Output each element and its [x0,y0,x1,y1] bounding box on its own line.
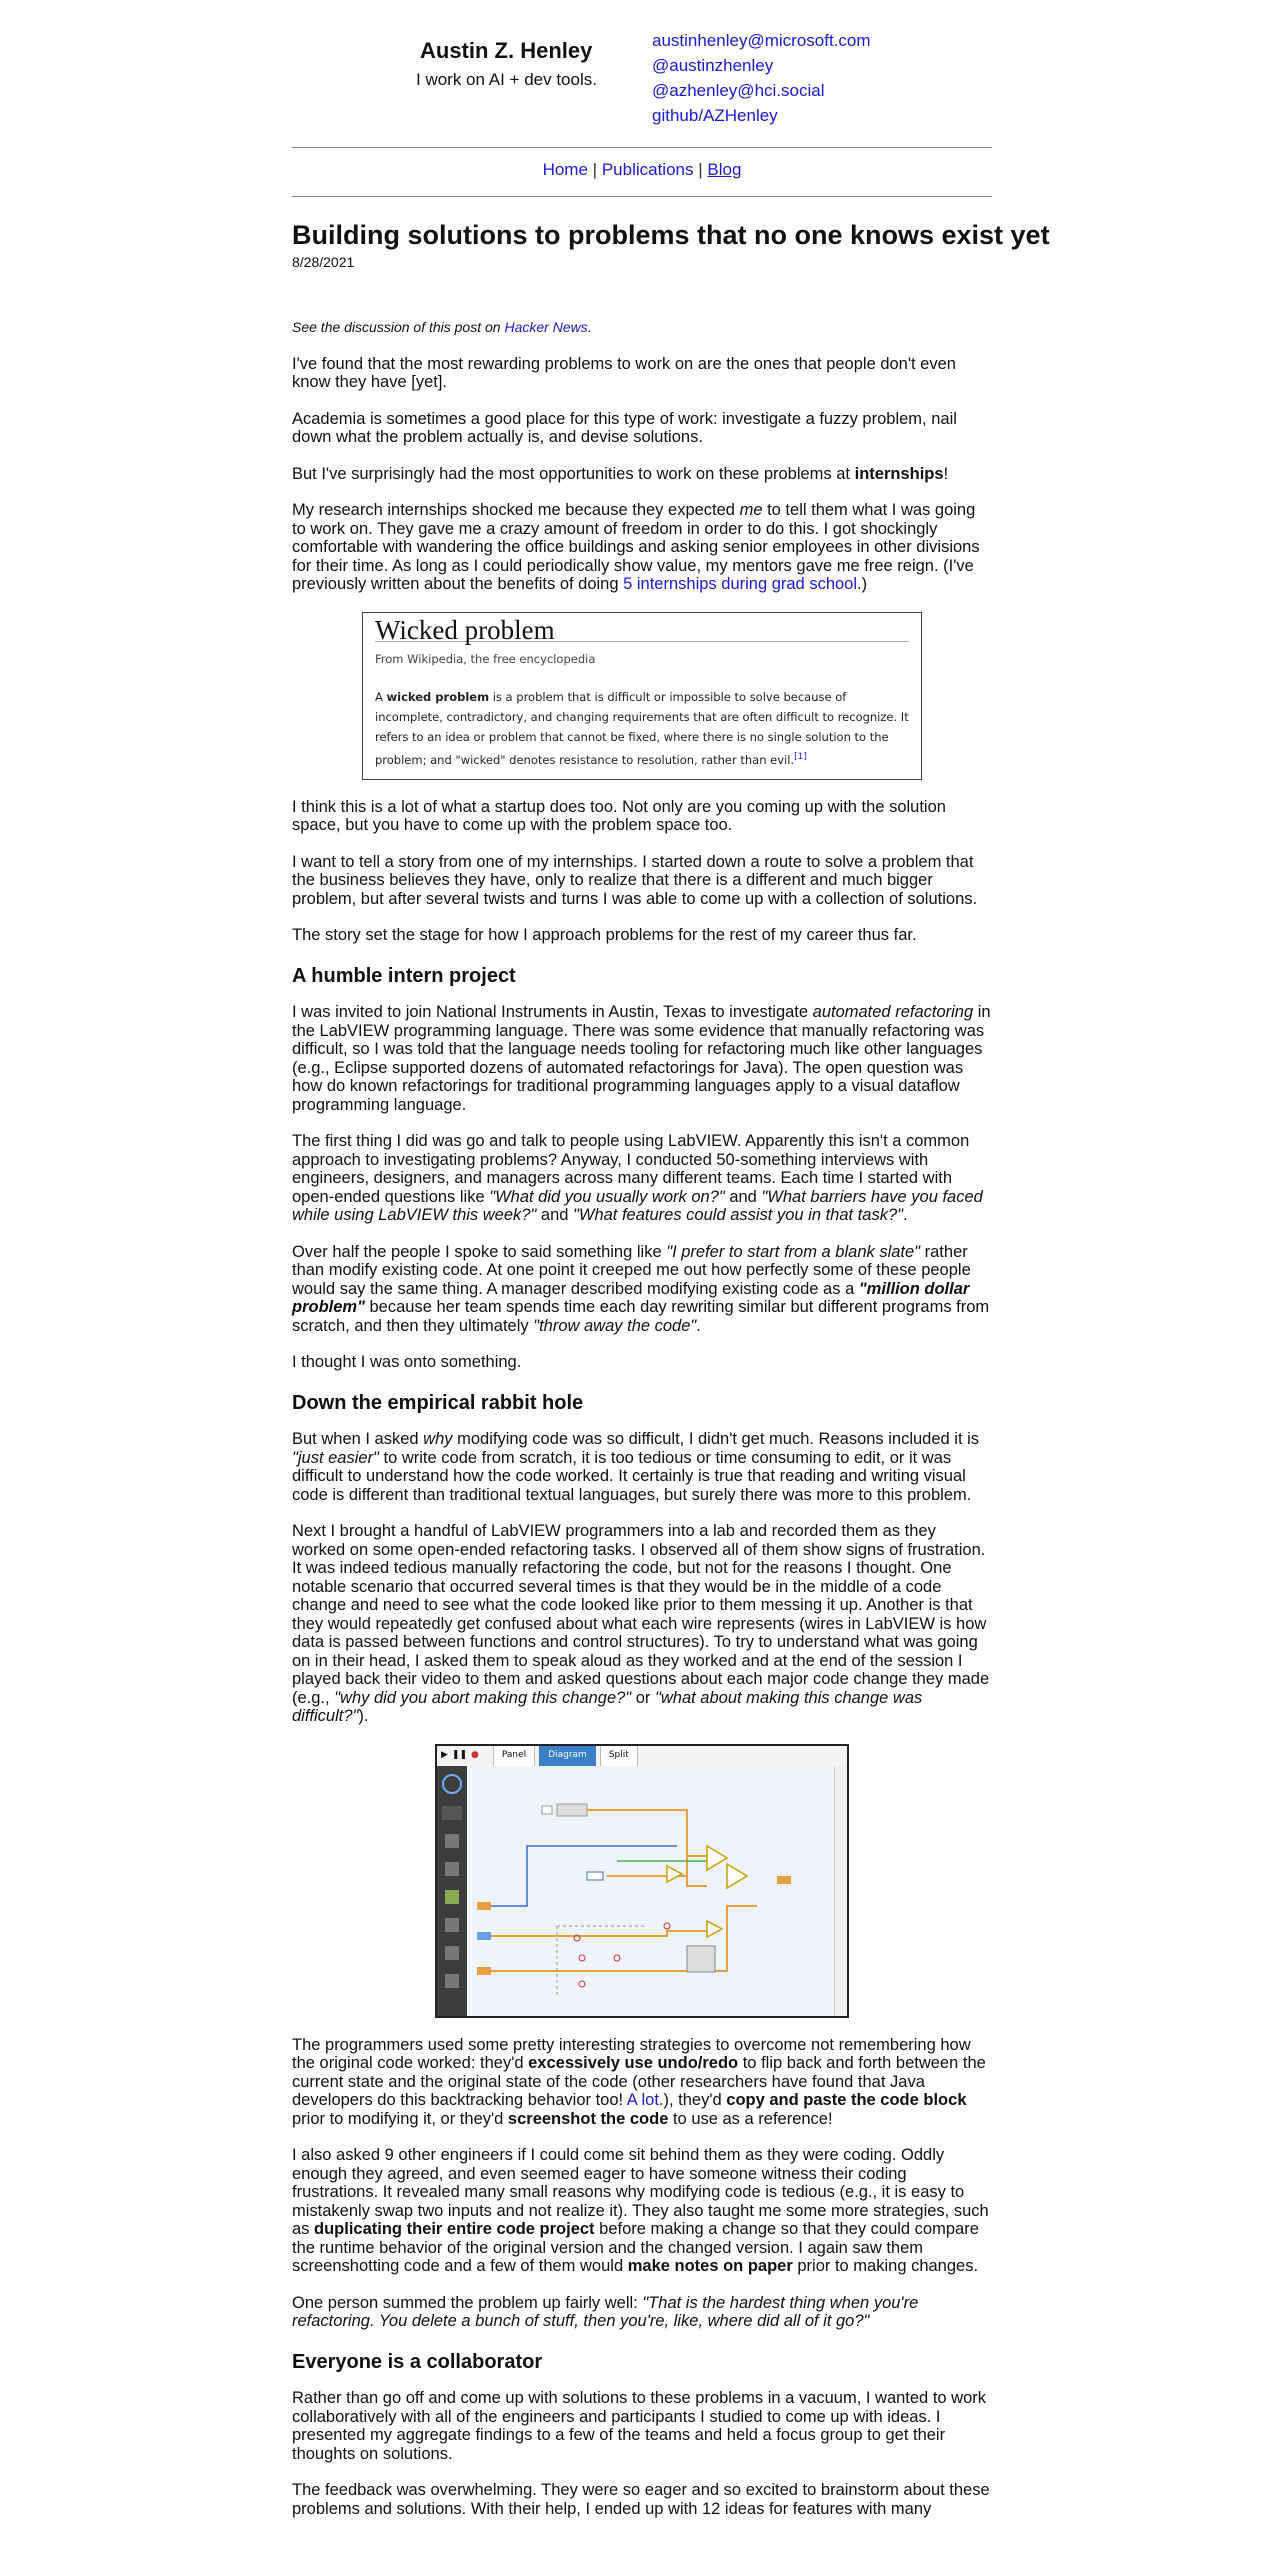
stop-icon: ● [471,1750,479,1761]
hacker-news-link[interactable]: Hacker News [504,319,588,335]
nav-publications[interactable]: Publications [601,160,694,179]
wiki-source: From Wikipedia, the free encyclopedia [375,652,596,666]
email-link[interactable]: austinhenley@microsoft.com [652,31,871,50]
paragraph: I've found that the most rewarding problems to work on are the ones that people don't even know they have [yet]. [292,354,956,391]
section-heading: Down the empirical rabbit hole [292,1391,584,1414]
paragraph: The programmers used some pretty interesting strategies to overcome not remembering how the original code worked: they'd excessively use undo/redo to flip back and forth between the current state and the original state of the code (other researchers have found that Java developers do this backtracking behavior too! A lot.), they'd copy and paste the code block prior to modifying it, or they'd screenshot the code to use as a reference! [292,2035,986,2128]
palette-icons [437,1766,467,2016]
nav-blog[interactable]: Blog [707,160,742,179]
discussion-note: See the discussion of this post on Hacker News. [292,319,592,335]
author-name: Austin Z. Henley [420,38,593,63]
paragraph: One person summed the problem up fairly well: "That is the hardest thing when you're refactoring. You delete a bunch of stuff, then you're, like, where did all of it go?" [292,2293,919,2330]
section-heading: Everyone is a collaborator [292,2350,543,2373]
tab-diagram: Diagram [539,1744,596,1768]
paragraph: Over half the people I spoke to said something like "I prefer to start from a blank slate" rather than modify existing code. At one point it creeped me out how perfectly some of these people would say the same thing. A manager described modifying existing code as a "million dollar problem" because her team spends time each day rewriting similar but different programs from scratch, and then they ultimately "throw away the code". [292,1242,990,1335]
mastodon-link[interactable]: @azhenley@hci.social [652,81,825,100]
wikipedia-excerpt-image [362,612,922,780]
main-nav [292,160,992,180]
run-icon: ▶ [441,1750,448,1761]
paragraph: The first thing I did was go and talk to people using LabVIEW. Apparently this isn't a common approach to investigating problems? Anyway, I conducted 50-something interviews with engineers, designers, and managers across many different teams. Each time I started with open-ended questions like "What did you usually work on?" and "What barriers have you faced while using LabVIEW this week?" and "What features could assist you in that task?". [292,1132,983,1224]
block-diagram [467,1766,827,2016]
paragraph: The feedback was overwhelming. They were so eager and so excited to brainstorm about these problems and solutions. With their help, I ended up with 12 ideas for features with many [292,2481,990,2518]
contact-links [652,28,871,128]
internships-link[interactable]: 5 internships during grad school [623,575,858,593]
top-divider [292,147,992,148]
paragraph: I think this is a lot of what a startup does too. Not only are you coming up with the solution space, but you have to come up with the problem space too. [292,797,946,834]
paragraph: Academia is sometimes a good place for this type of work: investigate a fuzzy problem, nail down what the problem actually is, and devise solutions. [292,409,957,446]
wiki-title: Wicked problem [375,621,909,643]
labview-toolbar [437,1746,847,1767]
palette-sidebar [437,1766,467,2016]
nav-separator: | [592,160,598,179]
post-title: Building solutions to problems that no one knows exist yet [292,220,1050,250]
paragraph: Next I brought a handful of LabVIEW programmers into a lab and recorded them as they worked on some open-ended refactoring tasks. I observed all of them show signs of frustration. It was indeed tedious manually refactoring the code, but not for the reasons I thought. One notable scenario that occurred several times is that they would be in the middle of a code change and need to see what the code looked like prior to them messing it up. Another is that they would repeatedly get confused about what each wire represents (wires in LabVIEW is how data is passed between functions and control structures). To try to understand what was going on in their head, I asked them to speak aloud as they worked and at the end of the session I played back their video to them and asked questions about each major code change they made (e.g., "why did you abort making this change?" or "what about making this change was difficult?"). [292,1522,990,1725]
nav-divider [292,196,992,197]
tab-split: Split [600,1744,638,1768]
twitter-link[interactable]: @austinzhenley [652,56,774,75]
paragraph: I thought I was onto something. [292,1353,522,1371]
paragraph: My research internships shocked me because they expected me to tell them what I was going to work on. They gave me a crazy amount of freedom in order to do this. I got shockingly comfortable with wandering the office buildings and asking senior employees in other divisions for their time. As long as I could periodically show value, my mentors gave me free reign. (I've previously written about the benefits of doing 5 internships during grad school.) [292,501,980,593]
paragraph: I also asked 9 other engineers if I could come sit behind them as they were coding. Oddly enough they agreed, and even seemed eager to have someone witness their coding frustrations. It revealed many small reasons why modifying code is tedious (e.g., it is easy to mistakenly swap two inputs and not realize it). They also taught me some more strategies, such as duplicating their entire code project before making a change so that they could compare the runtime behavior of the original version and the changed version. I again saw them screenshotting code and a few of them would make notes on paper prior to making changes. [292,2146,989,2275]
author-tagline: I work on AI + dev tools. [416,70,597,89]
section-heading: A humble intern project [292,964,516,987]
nav-separator: | [698,160,703,179]
labview-screenshot [435,1744,849,2018]
nav-home[interactable]: Home [542,160,588,179]
post-date: 8/28/2021 [292,254,355,270]
post-body [292,318,992,2536]
site-header [292,31,992,138]
paragraph: The story set the stage for how I approach problems for the rest of my career thus far. [292,926,917,944]
github-link[interactable]: github/AZHenley [652,106,778,125]
vertical-scrollbar [834,1766,847,2016]
paragraph: Rather than go off and come up with solutions to these problems in a vacuum, I wanted to work collaboratively with all of the engineers and participants I studied to come up with ideas. I presented my aggregate findings to a few of the teams and held a focus group to get their thoughts on solutions. [292,2389,986,2463]
pause-icon: ❚❚ [451,1750,468,1761]
wiki-definition: A wicked problem is a problem that is difficult or impossible to solve because of incomplete, contradictory, and changing requirements that are often difficult to recognize. It refers to an idea or problem that cannot be fixed, where there is no single solution to the problem; and "wicked" denotes resistance to resolution, rather than evil.[1] [375,689,909,767]
paragraph: But I've surprisingly had the most opportunities to work on these problems at internships! [292,464,949,483]
tab-panel: Panel [493,1744,535,1768]
block-diagram-canvas [467,1766,835,2016]
backtracking-link[interactable]: A lot. [626,2091,664,2109]
paragraph: I want to tell a story from one of my internships. I started down a route to solve a problem that the business believes they have, only to realize that there is a different and much bigger problem, but after several twists and turns I was able to come up with a collection of solutions. [292,852,978,908]
paragraph: I was invited to join National Instruments in Austin, Texas to investigate automated refactoring in the LabVIEW programming language. There was some evidence that manually refactoring was difficult, so I was told that the language needs tooling for refactoring much like other languages (e.g., Eclipse supported dozens of automated refactorings for Java). The open question was how do known refactorings for traditional programming languages apply to a visual dataflow programming language. [292,1003,991,1114]
paragraph: But when I asked why modifying code was so difficult, I didn't get much. Reasons included it is "just easier" to write code from scratch, it is too tedious or time consuming to edit, or it was difficult to understand how the code worked. It certainly is true that reading and writing visual code is different than traditional textual languages, but surely there was more to this problem. [292,1430,980,1504]
